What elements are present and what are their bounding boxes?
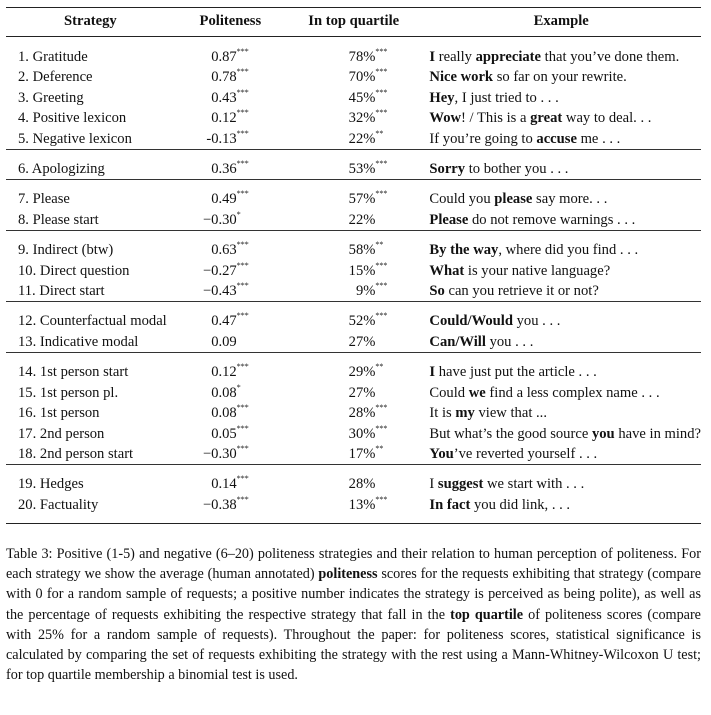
- text-segment: so far on your rewrite.: [493, 69, 627, 86]
- top-quartile-cell: 29%**: [286, 353, 421, 383]
- top-quartile-value: 22%: [348, 130, 376, 147]
- top-quartile-value: 52%: [348, 313, 376, 330]
- text-segment: suggest: [437, 476, 484, 493]
- top-quartile-value: 27%: [348, 384, 376, 401]
- politeness-value: 0.87: [211, 49, 237, 65]
- example-cell: [421, 150, 701, 180]
- top-quartile-value: 15%: [348, 262, 376, 279]
- text-segment: you . . .: [485, 333, 534, 350]
- example-cell: [421, 129, 701, 150]
- politeness-value: 0.08: [211, 384, 237, 401]
- politeness-cell: 0.08***: [175, 403, 286, 423]
- example-cell: [421, 180, 701, 210]
- header-top-quartile: In top quartile: [286, 8, 421, 37]
- text-segment: , where did you find . . .: [498, 242, 639, 259]
- table-row: [6, 444, 701, 465]
- example-cell: [421, 444, 701, 465]
- politeness-value: 0.14: [211, 476, 237, 493]
- example-cell: [421, 231, 701, 261]
- example-cell: [421, 37, 701, 68]
- top-quartile-value: 17%: [348, 445, 376, 462]
- text-segment: Can/Will: [429, 333, 486, 350]
- strategy-cell: 5. Negative lexicon: [6, 129, 175, 150]
- politeness-value: -0.13: [206, 130, 237, 147]
- top-quartile-value: 32%: [348, 110, 376, 127]
- top-quartile-cell: 13%***: [286, 495, 421, 524]
- table-row: [6, 281, 701, 302]
- top-quartile-cell: 32%***: [286, 108, 421, 128]
- strategy-cell: 18. 2nd person start: [6, 444, 175, 465]
- politeness-value: 0.49: [211, 191, 237, 208]
- top-quartile-value: 45%: [348, 89, 376, 106]
- politeness-value: −0.38: [202, 496, 237, 513]
- text-segment: top quartile: [450, 606, 523, 623]
- text-segment: accuse: [536, 130, 577, 147]
- politeness-value: 0.08: [211, 405, 237, 422]
- text-segment: find a less complex name . . .: [485, 384, 660, 401]
- text-segment: that you’ve done them.: [541, 49, 680, 65]
- text-segment: please: [494, 191, 533, 208]
- strategy-cell: 9. Indirect (btw): [18, 242, 114, 259]
- table-row: [6, 332, 701, 353]
- text-segment: great: [530, 110, 563, 127]
- table-row: [6, 383, 701, 403]
- text-segment: scores for the requests exhibiting that strategy (compare with 0 for a random sample of requests; a positive number indicates the strategy is perceived as being polite), as well as the percentage of requests exhibiting the respective strategy that fall in the: [6, 566, 701, 623]
- text-segment: appreciate: [475, 49, 542, 65]
- text-segment: me . . .: [576, 130, 621, 147]
- strategy-cell: 20. Factuality: [6, 495, 175, 524]
- top-quartile-cell: 70%***: [286, 67, 421, 87]
- text-segment: It is: [429, 405, 456, 422]
- top-quartile-value: 57%: [348, 191, 376, 208]
- strategy-cell: 3. Greeting: [18, 89, 84, 106]
- example-cell: [421, 88, 701, 108]
- top-quartile-value: 78%: [348, 49, 376, 65]
- top-quartile-cell: 45%***: [286, 88, 421, 108]
- text-segment: What: [429, 262, 465, 279]
- top-quartile-cell: [286, 332, 421, 353]
- politeness-cell: −0.43***: [175, 281, 286, 302]
- text-segment: you: [591, 425, 615, 442]
- text-segment: Hey: [429, 89, 455, 106]
- top-quartile-value: 29%: [348, 364, 376, 381]
- text-segment: have in mind?: [614, 425, 701, 442]
- top-quartile-cell: 17%**: [286, 444, 421, 465]
- text-segment: we start with . . .: [483, 476, 585, 493]
- text-segment: politeness: [318, 566, 378, 583]
- politeness-cell: [175, 332, 286, 353]
- text-segment: I: [429, 364, 436, 381]
- top-quartile-value: 28%: [348, 405, 376, 422]
- top-quartile-cell: 53%***: [286, 150, 421, 180]
- top-quartile-cell: [286, 210, 421, 231]
- politeness-value: 0.12: [211, 364, 237, 381]
- strategy-cell: 12. Counterfactual modal: [18, 313, 167, 330]
- text-segment: But what’s the good source: [429, 425, 592, 442]
- top-quartile-cell: 15%***: [286, 261, 421, 281]
- politeness-strategies-table: [6, 7, 701, 524]
- strategy-cell: 1. Gratitude: [18, 49, 88, 65]
- strategy-cell: 11. Direct start: [6, 281, 175, 302]
- top-quartile-cell: 78%***: [286, 37, 421, 68]
- strategy-cell: 19. Hedges: [18, 476, 84, 493]
- table-row: [6, 108, 701, 128]
- politeness-value: 0.47: [211, 313, 237, 330]
- example-cell: [421, 383, 701, 403]
- politeness-value: −0.30: [202, 445, 237, 462]
- table-row: [6, 302, 701, 332]
- text-segment: can you retrieve it or not?: [444, 283, 599, 300]
- strategy-cell: 15. 1st person pl.: [18, 384, 119, 401]
- header-strategy: Strategy: [6, 8, 175, 37]
- table-row: [6, 88, 701, 108]
- politeness-cell: −0.30***: [175, 444, 286, 465]
- politeness-value: −0.27: [202, 262, 237, 279]
- text-segment: way to deal. . .: [562, 110, 652, 127]
- text-segment: to bother you . . .: [465, 161, 569, 178]
- strategy-cell: 4. Positive lexicon: [18, 110, 127, 127]
- strategy-cell: 2. Deference: [18, 69, 93, 86]
- text-segment: do not remove warnings . . .: [468, 211, 636, 228]
- table-header-row: [6, 8, 701, 37]
- politeness-cell: −0.38***: [175, 495, 286, 524]
- politeness-cell: 0.87***: [175, 37, 286, 68]
- top-quartile-value: 70%: [348, 69, 376, 86]
- example-cell: [421, 281, 701, 302]
- politeness-cell: 0.12***: [175, 108, 286, 128]
- text-segment: By the way: [429, 242, 499, 259]
- politeness-value: −0.43: [202, 283, 237, 300]
- table-row: [6, 180, 701, 210]
- example-cell: [421, 210, 701, 231]
- politeness-value: −0.30: [202, 211, 237, 228]
- table-caption: [6, 544, 701, 685]
- text-segment: you . . .: [512, 313, 561, 330]
- text-segment: have just put the article . . .: [435, 364, 597, 381]
- example-cell: [421, 108, 701, 128]
- top-quartile-value: 53%: [348, 161, 376, 178]
- table-row: [6, 403, 701, 423]
- politeness-cell: 0.78***: [175, 67, 286, 87]
- text-segment: Table 3: Positive (1-5) and negative (6–20) politeness strategies and their relation to human perception of politeness. For each strategy we show the average (human annotated): [6, 546, 701, 583]
- text-segment: ! / This is a: [461, 110, 531, 127]
- table-row: [6, 465, 701, 495]
- text-segment: of politeness scores (compare with 25% for a random sample of requests). Throughout the paper: for politeness scores, statistical significance is calculated by comparing the set of requests exhibiting the strategy with the rest using a Mann-Whitney-Wilcoxon U test; for top quartile membership a binomial test is used.: [6, 606, 701, 684]
- example-cell: [421, 67, 701, 87]
- strategy-cell: 14. 1st person start: [18, 364, 129, 381]
- top-quartile-cell: 30%***: [286, 424, 421, 444]
- text-segment: I: [429, 476, 438, 493]
- politeness-value: 0.63: [211, 242, 237, 259]
- text-segment: Sorry: [429, 161, 466, 178]
- strategy-cell: 16. 1st person: [18, 405, 100, 422]
- table-row: [6, 495, 701, 524]
- text-segment: my: [455, 405, 475, 422]
- top-quartile-cell: 9%***: [286, 281, 421, 302]
- text-segment: really: [435, 49, 476, 65]
- header-politeness: Politeness: [175, 8, 286, 37]
- politeness-cell: 0.43***: [175, 88, 286, 108]
- text-segment: Could/Would: [429, 313, 513, 330]
- politeness-cell: −0.27***: [175, 261, 286, 281]
- text-segment: You: [429, 445, 454, 462]
- table-row: [6, 37, 701, 68]
- politeness-value: 0.43: [211, 89, 237, 106]
- table-row: [6, 353, 701, 383]
- table-row: [6, 210, 701, 231]
- example-cell: [421, 332, 701, 353]
- example-cell: [421, 424, 701, 444]
- top-quartile-cell: 58%**: [286, 231, 421, 261]
- table-row: [6, 231, 701, 261]
- text-segment: we: [468, 384, 486, 401]
- text-segment: Could: [429, 384, 469, 401]
- strategy-cell: 17. 2nd person: [18, 425, 105, 442]
- top-quartile-value: 30%: [348, 425, 376, 442]
- top-quartile-value: 22%: [348, 211, 376, 228]
- politeness-cell: 0.14***: [175, 465, 286, 495]
- politeness-cell: 0.05***: [175, 424, 286, 444]
- politeness-cell: 0.08*: [175, 383, 286, 403]
- text-segment: ’ve reverted yourself . . .: [453, 445, 598, 462]
- politeness-value: 0.36: [211, 161, 237, 178]
- top-quartile-value: 13%: [348, 496, 376, 513]
- strategy-cell: 10. Direct question: [18, 262, 130, 279]
- politeness-cell: 0.47***: [175, 302, 286, 332]
- text-segment: Could you: [429, 191, 495, 208]
- top-quartile-value: 28%: [348, 476, 376, 493]
- top-quartile-cell: 57%***: [286, 180, 421, 210]
- example-cell: [421, 353, 701, 383]
- table-row: [6, 129, 701, 150]
- text-segment: , I just tried to . . .: [454, 89, 559, 106]
- politeness-cell: 0.12***: [175, 353, 286, 383]
- politeness-value: 0.78: [211, 69, 237, 86]
- table-row: [6, 261, 701, 281]
- politeness-cell: 0.36***: [175, 150, 286, 180]
- text-segment: I: [429, 49, 436, 65]
- table-row: [6, 424, 701, 444]
- example-cell: [421, 403, 701, 423]
- strategy-cell: 6. Apologizing: [6, 150, 175, 180]
- strategies-table-container: [6, 7, 701, 524]
- text-segment: is your native language?: [464, 262, 611, 279]
- top-quartile-value: 9%: [355, 283, 376, 300]
- politeness-cell: 0.63***: [175, 231, 286, 261]
- example-cell: [421, 465, 701, 495]
- strategy-cell: 7. Please: [18, 191, 70, 208]
- top-quartile-cell: 52%***: [286, 302, 421, 332]
- example-cell: [421, 495, 701, 524]
- header-example: Example: [421, 8, 701, 37]
- top-quartile-cell: 22%**: [286, 129, 421, 150]
- politeness-value: 0.12: [211, 110, 237, 127]
- text-segment: view that ...: [474, 405, 547, 422]
- example-cell: [421, 302, 701, 332]
- text-segment: Please: [429, 211, 469, 228]
- politeness-cell: -0.13***: [175, 129, 286, 150]
- politeness-cell: −0.30*: [175, 210, 286, 231]
- text-segment: Wow: [429, 110, 462, 127]
- top-quartile-cell: 28%***: [286, 403, 421, 423]
- text-segment: you did link, . . .: [470, 496, 571, 513]
- text-segment: say more. . .: [532, 191, 608, 208]
- politeness-value: 0.09: [211, 333, 237, 350]
- text-segment: So: [429, 283, 445, 300]
- text-segment: If you’re going to: [429, 130, 537, 147]
- politeness-cell: 0.49***: [175, 180, 286, 210]
- top-quartile-cell: [286, 465, 421, 495]
- strategy-cell: 8. Please start: [6, 210, 175, 231]
- example-cell: [421, 261, 701, 281]
- text-segment: Nice work: [429, 69, 494, 86]
- strategy-cell: 13. Indicative modal: [6, 332, 175, 353]
- text-segment: In fact: [429, 496, 471, 513]
- table-row: [6, 150, 701, 180]
- top-quartile-value: 58%: [348, 242, 376, 259]
- top-quartile-cell: [286, 383, 421, 403]
- top-quartile-value: 27%: [348, 333, 376, 350]
- table-row: [6, 67, 701, 87]
- table-body: [6, 37, 701, 524]
- politeness-value: 0.05: [211, 425, 237, 442]
